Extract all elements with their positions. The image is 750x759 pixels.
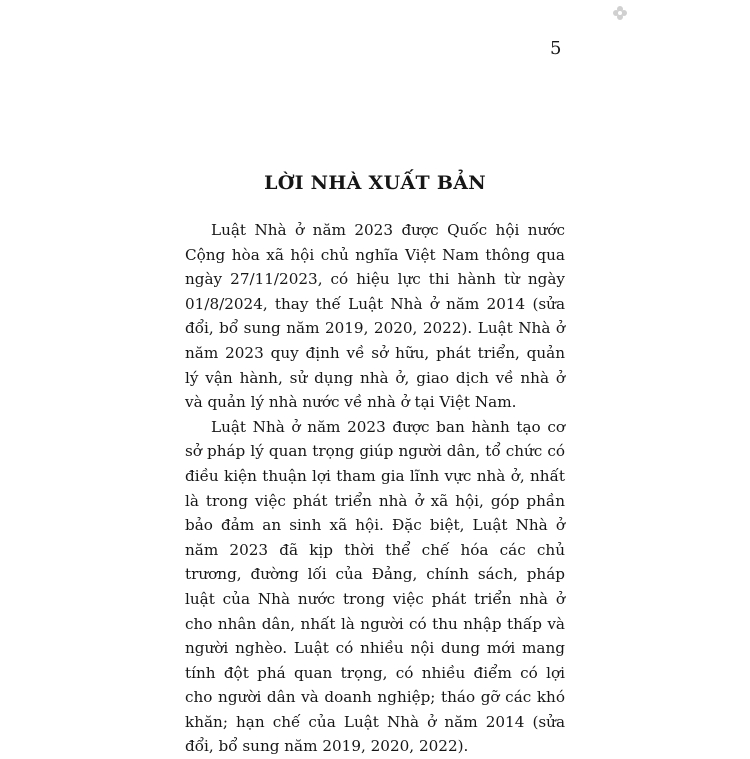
body-text [185,218,565,759]
flower-ornament-icon [612,5,628,21]
paragraph-1: Luật Nhà ở năm 2023 được Quốc hội nước Cộng hòa xã hội chủ nghĩa Việt Nam thông qua ngày 27/11/2023, có hiệu lực thi hành từ ngày 01/8/2024, thay thế Luật Nhà ở năm 2014 (sửa đổi, bổ sung năm 2019, 2020, 2022). Luật Nhà ở năm 2023 quy định về sở hữu, phát triển, quản lý vận hành, sử dụng nhà ở, giao dịch về nhà ở và quản lý nhà nước về nhà ở tại Việt Nam. [185,221,565,412]
page-number: 5 [550,38,562,59]
page-title: LỜI NHÀ XUẤT BẢN [264,172,486,194]
paragraph-2: Luật Nhà ở năm 2023 được ban hành tạo cơ sở pháp lý quan trọng giúp người dân, tổ chức có điều kiện thuận lợi tham gia lĩnh vực nhà ở, nhất là trong việc phát triển nhà ở xã hội, góp phần bảo đảm an sinh xã hội. Đặc biệt, Luật Nhà ở năm 2023 đã kịp thời thể chế hóa các chủ trương, đường lối của Đảng, chính sách, pháp luật của Nhà nước trong việc phát triển nhà ở cho nhân dân, nhất là người có thu nhập thấp và người nghèo. Luật có nhiều nội dung mới mang tính đột phá quan trọng, có nhiều điểm có lợi cho người dân và doanh nghiệp; tháo gỡ các khó khăn; hạn chế của Luật Nhà ở năm 2014 (sửa đổi, bổ sung năm 2019, 2020, 2022). [185,417,565,756]
